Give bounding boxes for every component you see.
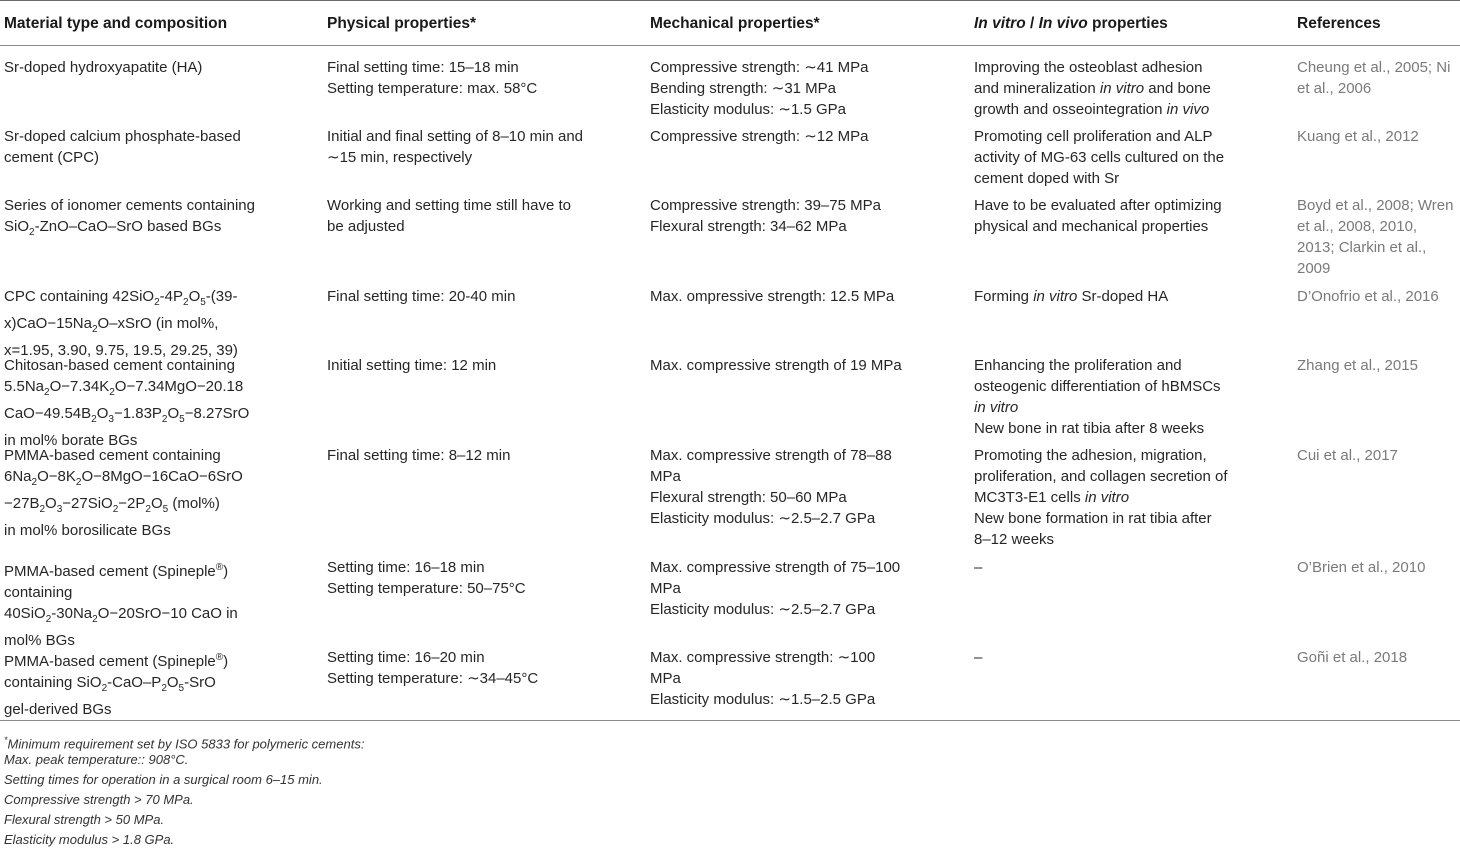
cell-line: MC3T3-E1 cells in vitro [974, 489, 1130, 506]
cell-line: Kuang et al., 2012 [1297, 128, 1419, 145]
cell-line: Final setting time: 8–12 min [327, 447, 511, 464]
cell-line: 2009 [1297, 260, 1331, 277]
cell-material [4, 445, 319, 541]
cell-material [4, 355, 319, 451]
cell-line: Max. ompressive strength: 12.5 MPa [650, 288, 895, 305]
cell-line: Setting time: 16–20 min [327, 649, 485, 666]
cell-line: proliferation, and collagen secretion of [974, 468, 1228, 485]
cell-references [1297, 445, 1460, 466]
cell-line: Compressive strength: ∼41 MPa [650, 59, 869, 76]
cell-references [1297, 355, 1460, 376]
cell-physical [327, 195, 642, 237]
cell-line: CPC containing $42SiO_2-4P_2O_5-(39-$ [4, 288, 238, 308]
cell-line: et al., 2008, 2010, [1297, 218, 1418, 235]
cell-line: Sr-doped calcium phosphate-based [4, 128, 241, 145]
cell-line: $-27B_2O_3-27SiO_2-2P_2O_5$ (mol%) [4, 495, 220, 515]
cell-line: Boyd et al., 2008; Wren [1297, 197, 1454, 214]
cell-material [4, 286, 319, 361]
cell-line: gel-derived BGs [4, 701, 112, 718]
cell-line: Series of ionomer cements containing [4, 197, 255, 214]
cell-line: growth and osseointegration in vivo [974, 101, 1210, 118]
cell-line: New bone formation in rat tibia after [974, 510, 1212, 527]
cell-line: 2013; Clarkin et al., [1297, 239, 1427, 256]
cell-line: Working and setting time still have to [327, 197, 572, 214]
cell-line: Chitosan-based cement containing [4, 357, 235, 374]
footnote-line: Elasticity modulus > 1.8 GPa. [4, 832, 175, 847]
cell-line: Initial and final setting of 8–10 min and [327, 128, 584, 145]
cell-references [1297, 195, 1460, 279]
cell-line: Max. compressive strength of 19 MPa [650, 357, 902, 374]
cell-line: – [974, 559, 983, 576]
footnote-star: * [4, 735, 8, 745]
cell-line: Zhang et al., 2015 [1297, 357, 1418, 374]
cell-mechanical [650, 57, 965, 120]
cell-physical [327, 57, 642, 99]
cell-physical [327, 445, 642, 466]
footnote-line: *Minimum requirement set by ISO 5833 for polymeric cements: [4, 735, 365, 752]
cell-line: MPa [650, 468, 681, 485]
cell-references [1297, 557, 1460, 578]
cell-invitro [974, 557, 1289, 578]
cell-invitro [974, 286, 1289, 307]
cell-line: Enhancing the proliferation and [974, 357, 1182, 374]
cell-line: Bending strength: ∼31 MPa [650, 80, 837, 97]
cell-references [1297, 57, 1460, 99]
cell-line: Promoting the adhesion, migration, [974, 447, 1207, 464]
cell-line: activity of MG-63 cells cultured on the [974, 149, 1225, 166]
cell-references [1297, 286, 1460, 307]
cell-line: Initial setting time: 12 min [327, 357, 497, 374]
cell-line: Setting temperature: ∼34–45°C [327, 670, 539, 687]
table-bottom-rule [0, 720, 1460, 721]
cell-line: Elasticity modulus: ∼1.5 GPa [650, 101, 846, 118]
cell-line: $40SiO_2-30Na_2O-20SrO-10$ CaO in [4, 605, 238, 625]
cell-invitro [974, 126, 1289, 189]
cell-line: 8–12 weeks [974, 531, 1055, 548]
cell-line: ∼15 min, respectively [327, 149, 473, 166]
cell-line: O’Brien et al., 2010 [1297, 559, 1426, 576]
table-header [0, 0, 1460, 46]
cell-line: Compressive strength: ∼12 MPa [650, 128, 869, 145]
cell-invitro [974, 445, 1289, 550]
cell-line: $x)CaO-15Na_2O$–xSrO (in mol%, [4, 315, 219, 335]
cell-line: $CaO-49.54B_2O_3-1.83P_2O_5-8.27SrO$ [4, 405, 250, 425]
cell-line: containing $SiO_2-CaO-P_2O_5$-SrO [4, 674, 216, 694]
cell-line: PMMA-based cement (Spineple®) [4, 652, 229, 670]
cell-line: osteogenic differentiation of hBMSCs [974, 378, 1221, 395]
header-invitro-a: In vitro [974, 15, 1026, 32]
cell-line: Goñi et al., 2018 [1297, 649, 1408, 666]
cell-line: Final setting time: 20-40 min [327, 288, 516, 305]
cell-line: cement doped with Sr [974, 170, 1120, 187]
cell-line: in mol% borosilicate BGs [4, 522, 171, 539]
cell-line: Flexural strength: 50–60 MPa [650, 489, 847, 506]
cell-line: containing [4, 584, 73, 601]
cell-line: be adjusted [327, 218, 405, 235]
cell-line: MPa [650, 580, 681, 597]
cell-material [4, 557, 319, 651]
cell-line: Max. compressive strength of 78–88 [650, 447, 892, 464]
cell-invitro [974, 647, 1289, 668]
cell-line: in mol% borate BGs [4, 432, 138, 449]
cell-physical [327, 126, 642, 168]
cell-mechanical [650, 445, 965, 529]
cell-line: Setting temperature: max. 58°C [327, 80, 538, 97]
cell-line: – [974, 649, 983, 666]
cell-invitro [974, 195, 1289, 237]
cell-mechanical [650, 126, 965, 147]
cell-invitro [974, 57, 1289, 120]
footnote-line: Setting times for operation in a surgical room 6–15 min. [4, 772, 323, 787]
cell-line: $5.5Na_2O-7.34K_2O-7.34MgO-20.18$ [4, 378, 244, 398]
cell-line: physical and mechanical properties [974, 218, 1209, 235]
cell-material [4, 195, 319, 243]
cell-physical [327, 647, 642, 689]
header-physical: Physical properties* [327, 15, 477, 32]
cell-line: New bone in rat tibia after 8 weeks [974, 420, 1205, 437]
cell-physical [327, 557, 642, 599]
cell-line: and mineralization in vitro and bone [974, 80, 1211, 97]
cell-mechanical [650, 355, 965, 376]
footnote-line: Compressive strength > 70 MPa. [4, 792, 194, 807]
cell-line: Elasticity modulus: ∼1.5–2.5 GPa [650, 691, 876, 708]
cell-line: Max. compressive strength: ∼100 [650, 649, 876, 666]
cell-mechanical [650, 647, 965, 710]
cell-line: Setting temperature: 50–75°C [327, 580, 526, 597]
header-invitro [974, 13, 1168, 34]
cell-line: Max. compressive strength of 75–100 [650, 559, 901, 576]
cell-line: Elasticity modulus: ∼2.5–2.7 GPa [650, 601, 876, 618]
cell-line: Forming in vitro Sr-doped HA [974, 288, 1169, 305]
cell-material [4, 647, 319, 720]
cell-line: cement (CPC) [4, 149, 100, 166]
cell-line: Setting time: 16–18 min [327, 559, 485, 576]
cell-line: x=1.95, 3.90, 9.75, 19.5, 29.25, 39) [4, 342, 238, 359]
cell-mechanical [650, 195, 965, 237]
cell-line: MPa [650, 670, 681, 687]
cell-material [4, 57, 319, 78]
header-references: References [1297, 15, 1381, 32]
cell-line: in vitro [974, 399, 1019, 416]
cell-line: Final setting time: 15–18 min [327, 59, 519, 76]
cell-line: Promoting cell proliferation and ALP [974, 128, 1213, 145]
header-mechanical: Mechanical properties* [650, 15, 820, 32]
cell-line: Compressive strength: 39–75 MPa [650, 197, 881, 214]
cell-line: $6Na_2O-8K_2O-8MgO-16CaO-6SrO$ [4, 468, 243, 488]
cell-line: PMMA-based cement (Spineple®) [4, 562, 229, 580]
cell-invitro [974, 355, 1289, 439]
cell-line: Sr-doped hydroxyapatite (HA) [4, 59, 203, 76]
cell-line: PMMA-based cement containing [4, 447, 221, 464]
header-invitro-b: In vivo [1038, 15, 1088, 32]
cell-references [1297, 647, 1460, 668]
cell-mechanical [650, 557, 965, 620]
header-invitro-sep: / [1025, 15, 1039, 32]
cell-line: Flexural strength: 34–62 MPa [650, 218, 847, 235]
cell-references [1297, 126, 1460, 147]
footnote-line: Max. peak temperature:: 908°C. [4, 752, 189, 767]
cell-line: Have to be evaluated after optimizing [974, 197, 1222, 214]
cell-line: mol% BGs [4, 632, 75, 649]
footnote-line: Flexural strength > 50 MPa. [4, 812, 165, 827]
cell-line: D’Onofrio et al., 2016 [1297, 288, 1439, 305]
cell-material [4, 126, 319, 168]
header-material: Material type and composition [4, 15, 228, 32]
cell-line: Cheung et al., 2005; Ni [1297, 59, 1451, 76]
cell-line: Elasticity modulus: ∼2.5–2.7 GPa [650, 510, 876, 527]
cell-mechanical [650, 286, 965, 307]
cell-physical [327, 355, 642, 376]
cell-line: Cui et al., 2017 [1297, 447, 1398, 464]
cell-line: et al., 2006 [1297, 80, 1372, 97]
cell-line: SiO$_2$-ZnO–CaO–SrO based BGs [4, 218, 222, 238]
cell-line: Improving the osteoblast adhesion [974, 59, 1203, 76]
cell-physical [327, 286, 642, 307]
header-invitro-c: properties [1087, 15, 1168, 32]
